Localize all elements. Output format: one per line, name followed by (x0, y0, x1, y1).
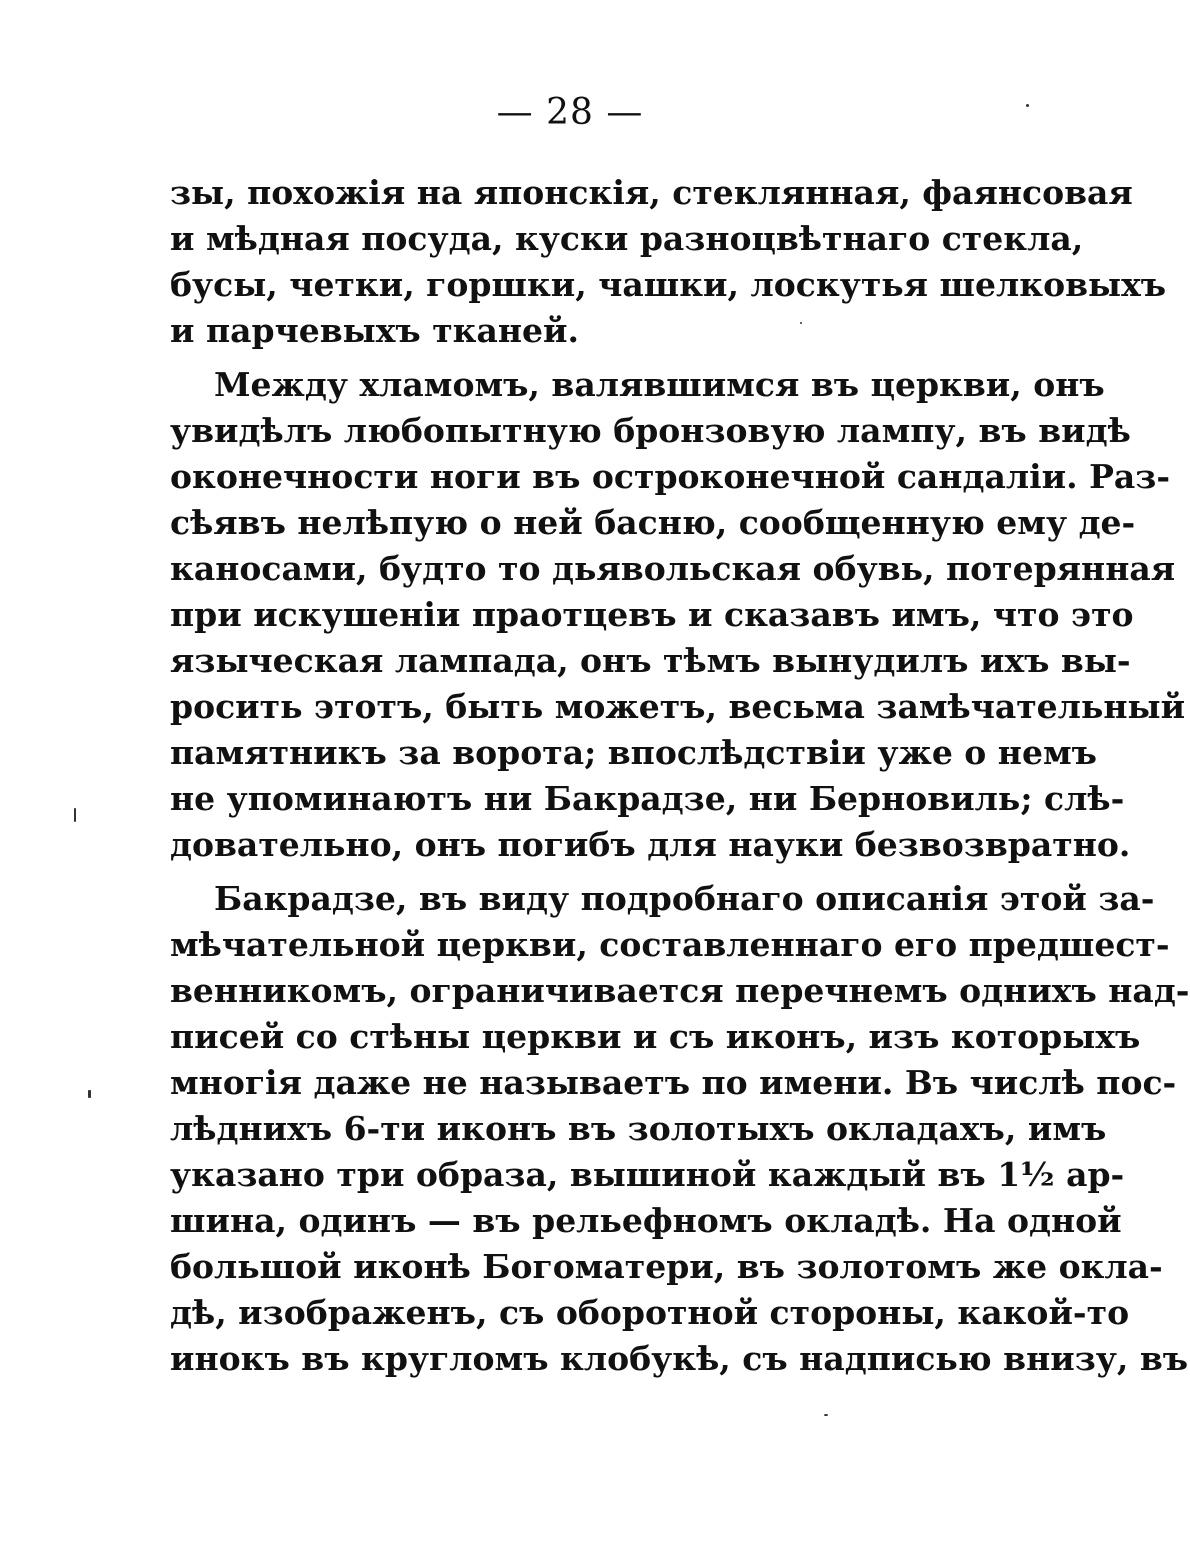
text-line: Между хламомъ, валявшимся въ церкви, онъ (214, 365, 1105, 404)
text-line: росить этотъ, быть можетъ, весьма замѣчательный (170, 687, 1186, 726)
text-line: бусы, четки, горшки, чашки, лоскутья шелковыхъ (170, 265, 1167, 304)
text-line: многія даже не называетъ по имени. Въ числѣ пос- (170, 1063, 1177, 1102)
scan-speck (74, 808, 76, 822)
page-number: — 28 — (496, 92, 644, 133)
text-line: оконечности ноги въ остроконечной сандаліи. Раз- (170, 457, 1171, 496)
text-line: большой иконѣ Богоматери, въ золотомъ же окла- (170, 1247, 1163, 1286)
text-line: при искушеніи праотцевъ и сказавъ имъ, что это (170, 595, 1134, 634)
text-line: довательно, онъ погибъ для науки безвозвратно. (170, 825, 1131, 864)
text-line: писей со стѣны церкви и съ иконъ, изъ которыхъ (170, 1017, 1141, 1056)
text-line: указано три образа, вышиной каждый въ 1½ ар- (170, 1155, 1125, 1194)
paragraph-gap (170, 354, 1002, 362)
text-line: каносами, будто то дьявольская обувь, потерянная (170, 549, 1176, 588)
paragraph-2 (170, 362, 1186, 868)
paragraph-gap (170, 868, 1002, 876)
text-line: дѣ, изображенъ, съ оборотной стороны, какой-то (170, 1293, 1130, 1332)
text-line: мѣчательной церкви, составленнаго его предшест- (170, 925, 1170, 964)
text-line: зы, похожія на японскія, стеклянная, фаянсовая (170, 173, 1133, 212)
text-line: шина, одинъ — въ рельефномъ окладѣ. На одной (170, 1201, 1122, 1240)
text-line: и мѣдная посуда, куски разноцвѣтнаго стекла, (170, 219, 1084, 258)
scan-speck (800, 322, 802, 324)
scan-speck (1026, 104, 1029, 107)
text-line: и парчевыхъ тканей. (170, 311, 579, 350)
text-line: языческая лампада, онъ тѣмъ вынудилъ ихъ вы- (170, 641, 1131, 680)
scan-speck (824, 1414, 828, 1416)
text-line: не упоминаютъ ни Бакрадзе, ни Берновиль; слѣ- (170, 779, 1125, 818)
text-line: инокъ въ кругломъ клобукѣ, съ надписью внизу, въ (170, 1339, 1189, 1378)
text-line: лѣднихъ 6-ти иконъ въ золотыхъ окладахъ, имъ (170, 1109, 1107, 1148)
paragraph-3 (170, 876, 1190, 1382)
text-line: увидѣлъ любопытную бронзовую лампу, въ видѣ (170, 411, 1131, 450)
paragraph-1 (170, 170, 1167, 354)
text-line: венникомъ, ограничивается перечнемъ однихъ над- (170, 971, 1190, 1010)
body-text (170, 170, 1190, 1382)
text-line: Бакрадзе, въ виду подробнаго описанія этой за- (214, 879, 1155, 918)
text-line: памятникъ за ворота; впослѣдствіи уже о немъ (170, 733, 1097, 772)
scan-speck (88, 1090, 91, 1098)
text-line: сѣявъ нелѣпую о ней басню, сообщенную ему де- (170, 503, 1136, 542)
